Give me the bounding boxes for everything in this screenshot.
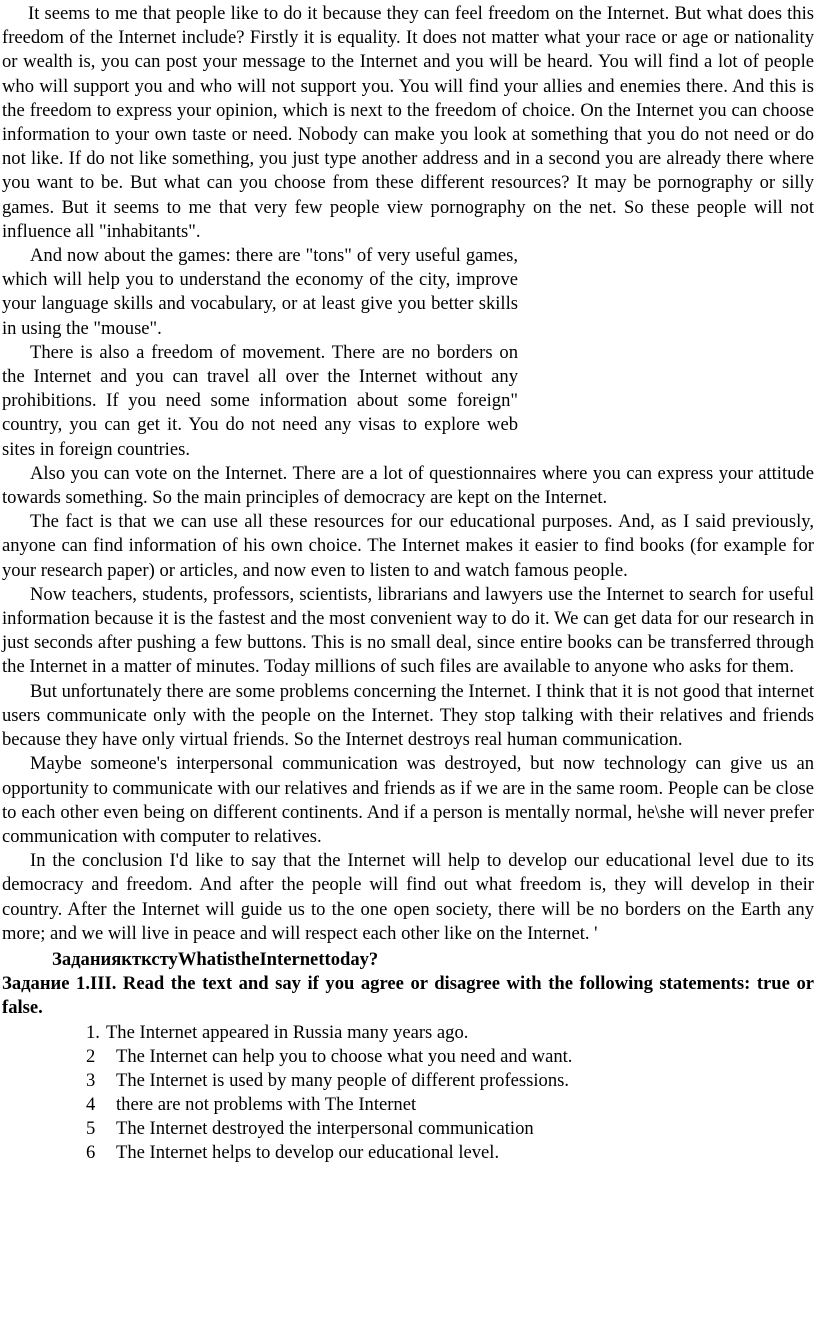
statement-number: 1. bbox=[86, 1021, 100, 1043]
statement-item bbox=[2, 1141, 814, 1165]
statement-item bbox=[2, 1093, 814, 1117]
statement-number: 5 bbox=[86, 1117, 96, 1139]
task-heading: ЗаданиякткстуWhatistheInternettoday? bbox=[52, 948, 379, 970]
statement-text: there are not problems with The Internet bbox=[116, 1093, 417, 1115]
paragraph-education: The fact is that we can use all these resources for our educational purposes. And, as I said previously, anyone can find information of his own choice. The Internet makes it easier to find books (for example for your research paper) or articles, and now even to listen to and watch famous people. bbox=[2, 511, 814, 581]
statement-item bbox=[2, 1069, 814, 1093]
paragraph-voting: Also you can vote on the Internet. There are a lot of questionnaires where you can express your attitude towards something. So the main principles of democracy are kept on the Internet. bbox=[2, 462, 814, 509]
statement-number: 4 bbox=[86, 1093, 96, 1115]
statement-text: The Internet can help you to choose what you need and want. bbox=[116, 1045, 573, 1067]
statement-list bbox=[2, 1021, 814, 1165]
paragraph-problems: But unfortunately there are some problems concerning the Internet. I think that it is not good that internet users communicate only with the people on the Internet. They stop talking with their relatives and friends because they have only virtual friends. So the Internet destroys real human communication. bbox=[2, 680, 814, 751]
statement-item bbox=[2, 1021, 814, 1045]
paragraph-conclusion: In the conclusion I'd like to say that the Internet will help to develop our educational level due to its democracy and freedom. And after the people will find out what freedom is, they will develop in their country. After the Internet will guide us to the one open society, there will be no borders on the Earth any more; and we will live in peace and will respect each other like on the Internet. ' bbox=[2, 850, 814, 944]
statement-text: The Internet helps to develop our educational level. bbox=[116, 1141, 500, 1163]
statement-text: The Internet destroyed the interpersonal communication bbox=[116, 1117, 534, 1139]
statement-item bbox=[2, 1117, 814, 1141]
paragraph-communication: Maybe someone's interpersonal communication was destroyed, but now technology can give us an opportunity to communicate with our relatives and friends as if we are in the same room. People can be close to each other even being on different continents. And if a person is mentally normal, he\she will never prefer communication with computer to relatives. bbox=[2, 753, 814, 847]
statement-text: The Internet appeared in Russia many years ago. bbox=[105, 1021, 469, 1043]
paragraph-freedom-intro: It seems to me that people like to do it because they can feel freedom on the Internet. But what does this freedom of the Internet include? Firstly it is equality. It does not matter what your race or age or nationality or wealth is, you can post your message to the Internet and you will be heard. You will find a lot of people who will support you and who will not support you. You will find your allies and enemies there. And this is the freedom to express your opinion, which is next to the freedom of choice. On the Internet you can choose information to your own taste or need. Nobody can make you look at something that you do not need or do not like. If do not like something, you just type another address and in a second you are already there where you want to be. But what can you choose from these different resources? It may be pornography or silly games. But it seems to me that very few people view pornography on the net. So these people will not influence all "inhabitants". bbox=[2, 3, 814, 242]
paragraph-movement: There is also a freedom of movement. There are no borders on the Internet and you can travel all over the Internet without any prohibitions. If you need some information about some foreign" country, you can get it. You do not need any visas to explore web sites in foreign countries. bbox=[2, 341, 518, 460]
paragraph-professions: Now teachers, students, professors, scientists, librarians and lawyers use the Internet to search for useful information because it is the fastest and the most convenient way to do it. We can get data for our research in just seconds after pushing a few buttons. This is no small deal, since entire books can be transferred through the Internet in a matter of minutes. Today millions of such files are available to anyone who asks for them. bbox=[2, 583, 814, 678]
statement-number: 2 bbox=[86, 1045, 96, 1067]
paragraph-games: And now about the games: there are "tons" of very useful games, which will help you to understand the economy of the city, improve your language skills and vocabulary, or at least give you better skills in using the "mouse". bbox=[2, 245, 518, 339]
statement-text: The Internet is used by many people of different professions. bbox=[116, 1069, 570, 1091]
statement-number: 3 bbox=[86, 1069, 96, 1091]
statement-number: 6 bbox=[86, 1141, 96, 1163]
task-instruction: Задание 1.III. Read the text and say if you agree or disagree with the following statements: true or false. bbox=[2, 973, 814, 1019]
statement-item bbox=[2, 1045, 814, 1069]
